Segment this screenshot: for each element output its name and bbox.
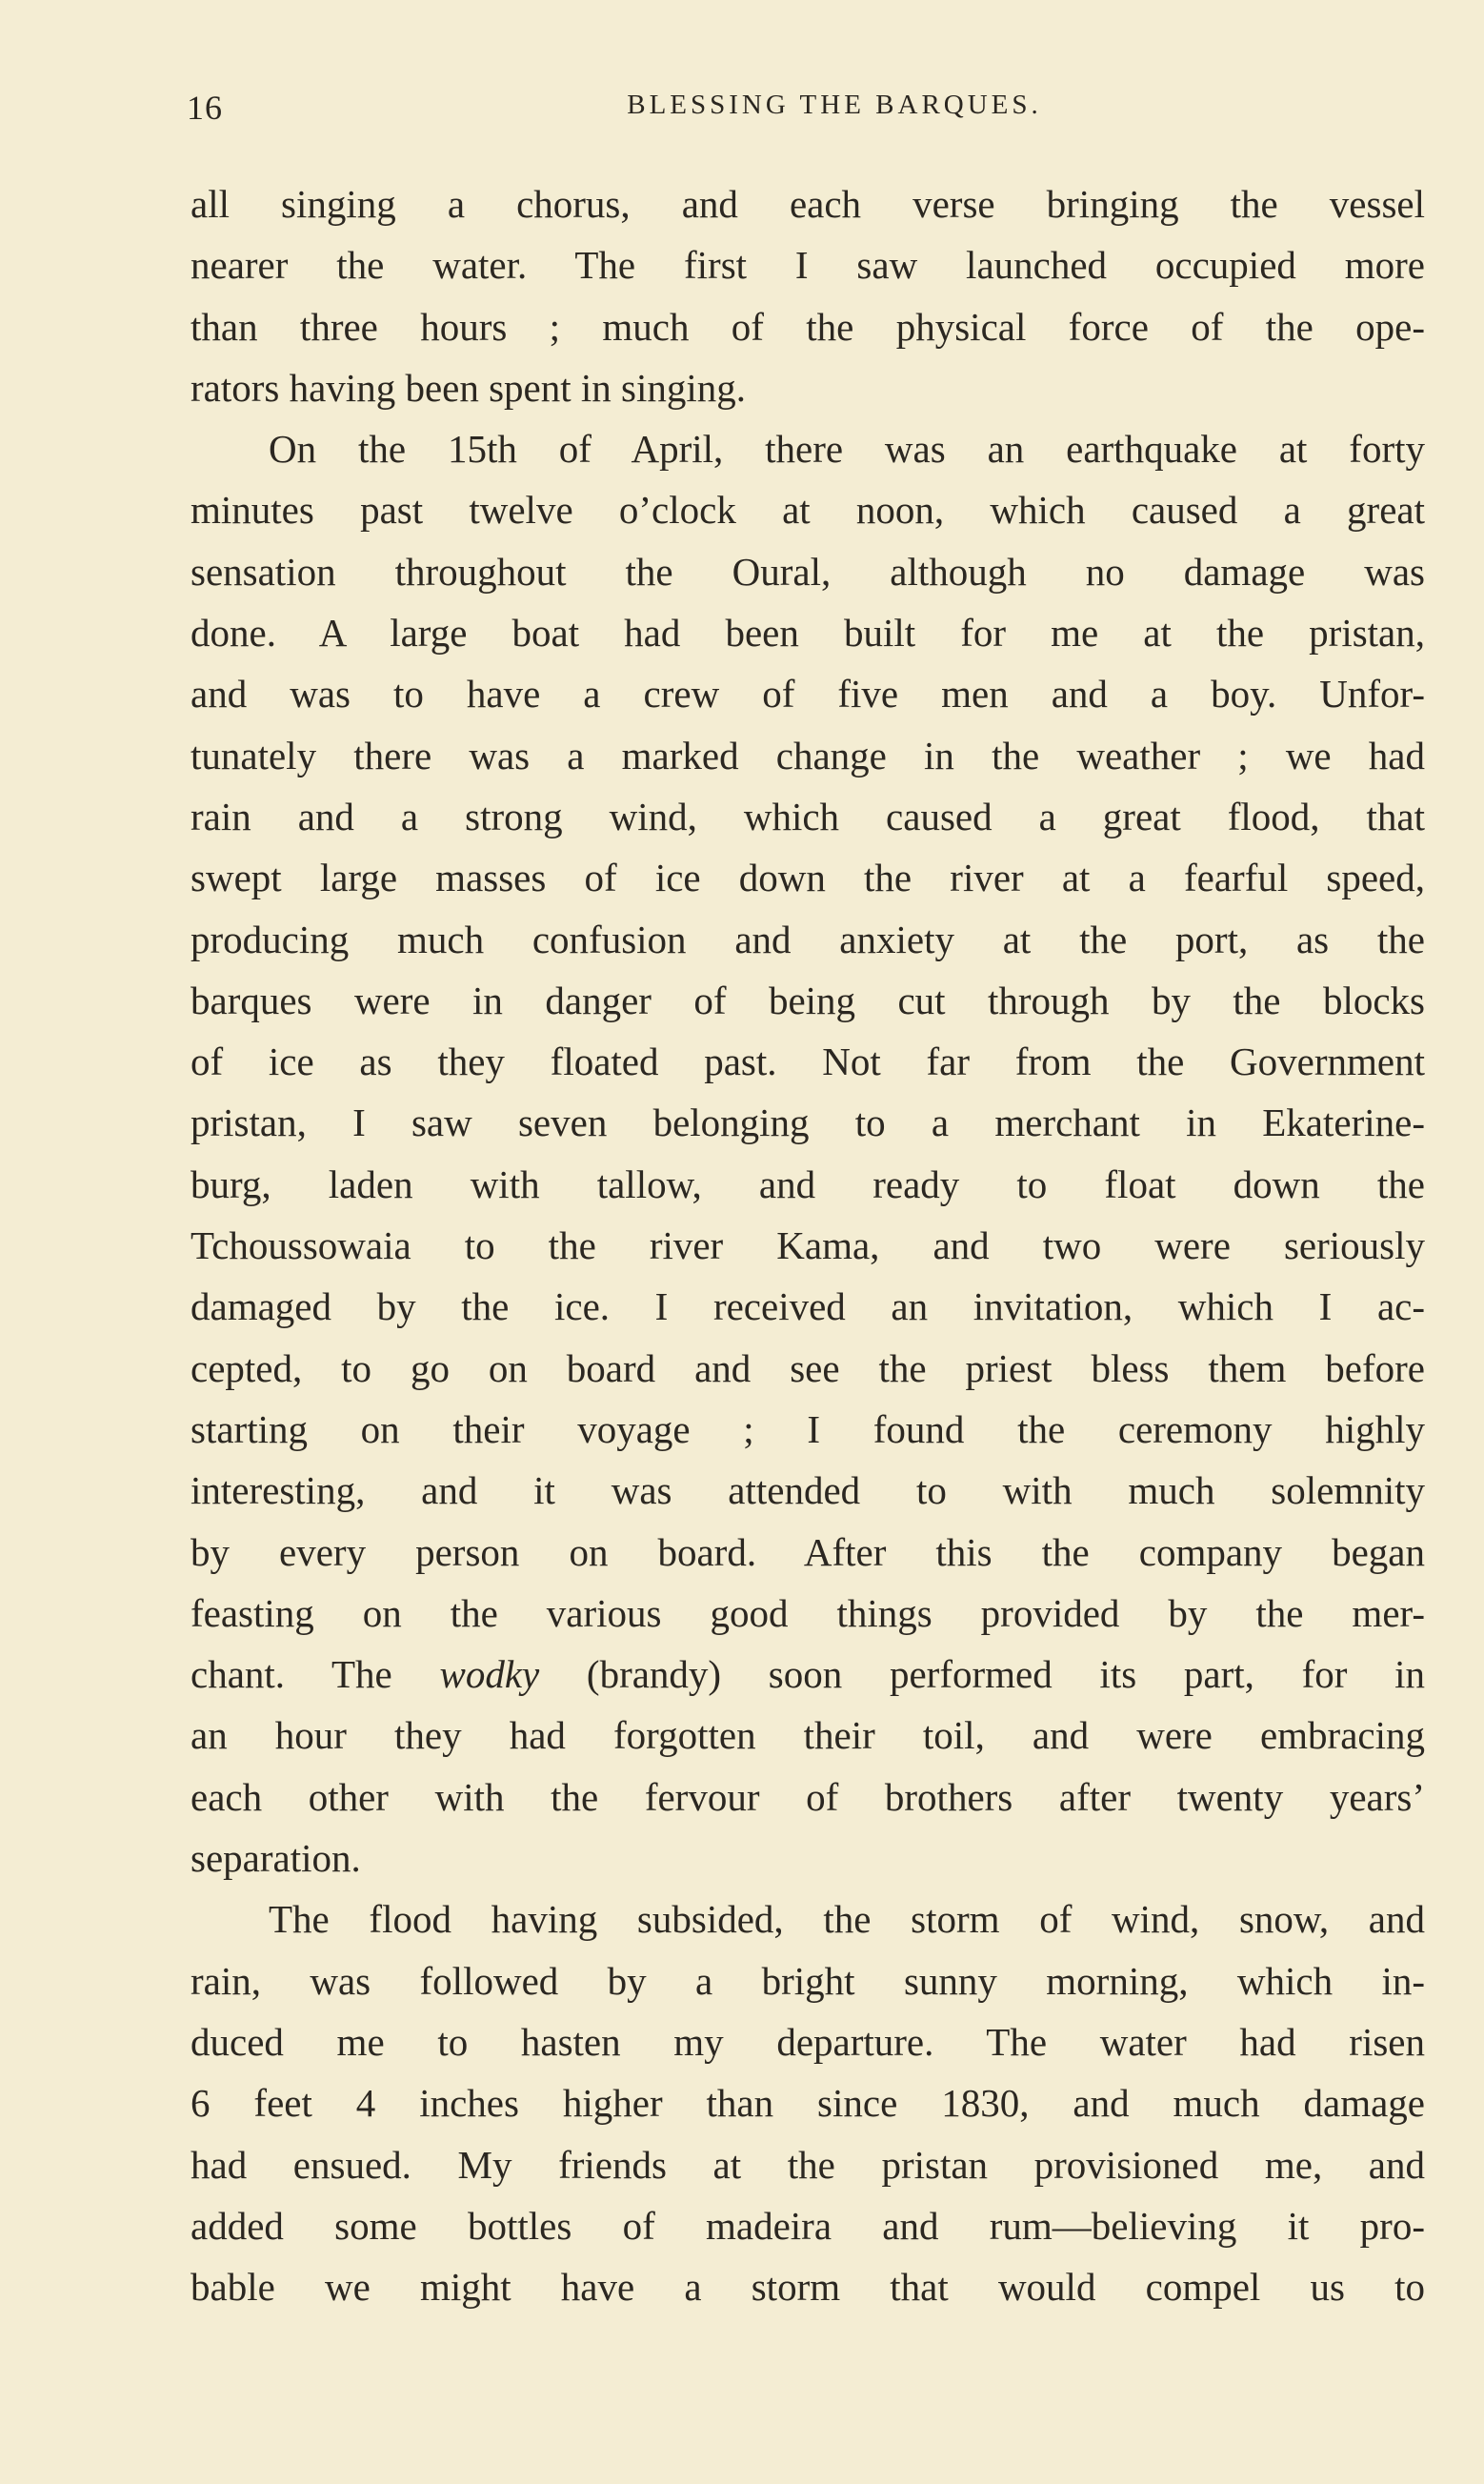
text-line: sensation throughout the Oural, although no damage was (191, 549, 1425, 594)
paragraph-1 (191, 173, 1425, 418)
text-line: all singing a chorus, and each verse bringing the vessel (191, 182, 1425, 226)
text-line: feasting on the various good things provided by the mer- (191, 1590, 1425, 1635)
text-line: barques were in danger of being cut through by the blocks (191, 978, 1425, 1022)
text-line: bable we might have a storm that would compel us to (191, 2265, 1425, 2310)
text-line: The flood having subsided, the storm of wind, snow, and (269, 1897, 1425, 1942)
text-line: interesting, and it was attended to with much solemnity (191, 1468, 1425, 1513)
text-line: an hour they had forgotten their toil, and were embracing (191, 1713, 1425, 1758)
text-line: each other with the fervour of brothers after twenty years’ (191, 1774, 1425, 1819)
text-line: duced me to hasten my departure. The water had risen (191, 2019, 1425, 2064)
paragraph-2 (191, 418, 1425, 1888)
page-number: 16 (187, 89, 223, 127)
text-line: damaged by the ice. I received an invitation, which I ac- (191, 1284, 1425, 1329)
text-line: added some bottles of madeira and rum—believing it pro- (191, 2203, 1425, 2248)
text-line: minutes past twelve o’clock at noon, which caused a great (191, 488, 1425, 533)
page-header (187, 88, 1454, 130)
text-line: swept large masses of ice down the river at a fearful speed, (191, 856, 1425, 900)
text-segment: (brandy) soon performed its part, for in (539, 1652, 1425, 1697)
text-line: of ice as they floated past. Not far from the Government (191, 1040, 1425, 1084)
text-line: and was to have a crew of five men and a boy. Unfor- (191, 672, 1425, 717)
text-line: 6 feet 4 inches higher than since 1830, and much damage (191, 2081, 1425, 2126)
text-line: On the 15th of April, there was an earthquake at forty (269, 427, 1425, 472)
text-line: cepted, to go on board and see the priest bless them before (191, 1345, 1425, 1390)
text-line: separation. (191, 1836, 361, 1881)
text-line: had ensued. My friends at the pristan provisioned me, and (191, 2142, 1425, 2187)
paragraph-3 (191, 1888, 1425, 2317)
text-line: pristan, I saw seven belonging to a merchant in Ekaterine- (191, 1101, 1425, 1145)
text-line (191, 1644, 1425, 1705)
text-line: nearer the water. The first I saw launched occupied more (191, 243, 1425, 288)
text-line: than three hours ; much of the physical force of the ope- (191, 304, 1425, 349)
text-segment: chant. The (191, 1652, 440, 1697)
text-line: Tchoussowaia to the river Kama, and two were seriously (191, 1223, 1425, 1268)
text-line: burg, laden with tallow, and ready to float down the (191, 1161, 1425, 1206)
text-line: producing much confusion and anxiety at the port, as the (191, 917, 1425, 961)
text-line: done. A large boat had been built for me at the pristan, (191, 611, 1425, 656)
text-line: starting on their voyage ; I found the ceremony highly (191, 1406, 1425, 1451)
body-text (191, 173, 1425, 2317)
text-line: tunately there was a marked change in the weather ; we had (191, 733, 1425, 778)
running-head: BLESSING THE BARQUES. (627, 90, 1042, 120)
text-line: by every person on board. After this the company began (191, 1529, 1425, 1574)
text-line: rain, was followed by a bright sunny morning, which in- (191, 1958, 1425, 2003)
italic-word: wodky (439, 1652, 540, 1697)
text-line: rain and a strong wind, which caused a great flood, that (191, 794, 1425, 838)
text-line: rators having been spent in singing. (191, 365, 747, 410)
